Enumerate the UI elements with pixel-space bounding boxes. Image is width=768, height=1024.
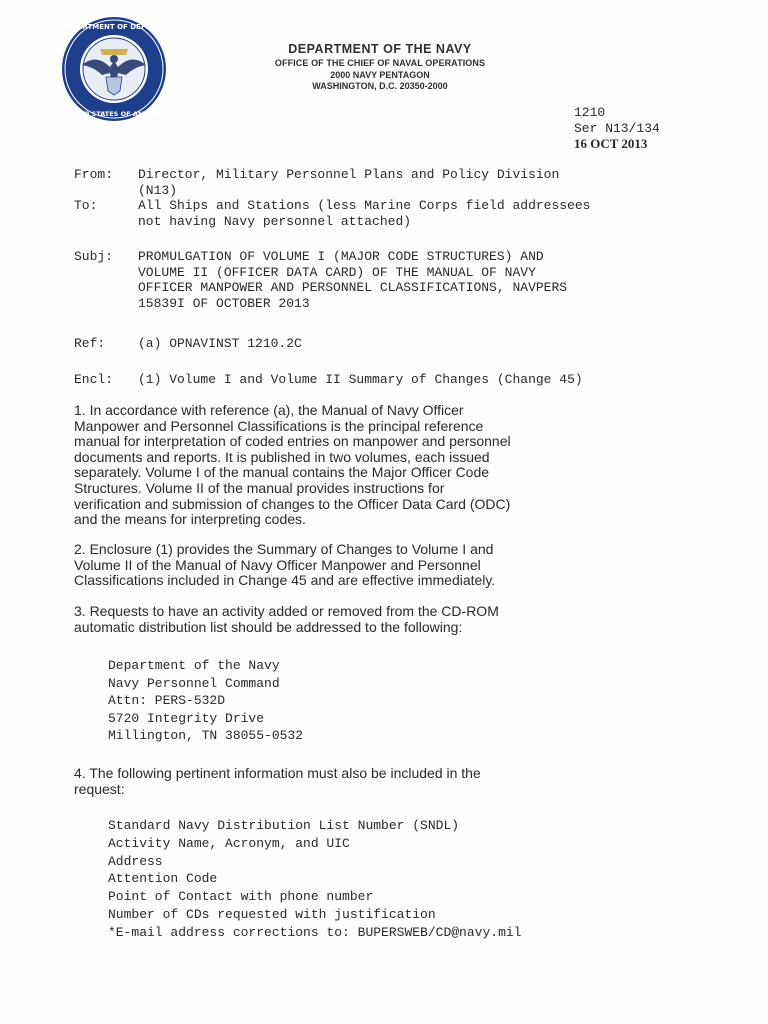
subject-label: Subj:: [74, 249, 114, 264]
ssic-code: 1210: [574, 105, 606, 120]
from-value: Director, Military Personnel Plans and Policy Division (N13): [138, 167, 560, 198]
letterhead-office: OFFICE OF THE CHIEF OF NAVAL OPERATIONS: [274, 58, 486, 68]
reference-value: (a) OPNAVINST 1210.2C: [138, 336, 302, 351]
reference-label: Ref:: [74, 336, 106, 351]
paragraph-1: 1. In accordance with reference (a), the Manual of Navy Officer Manpower and Personnel Classifications is the principal reference manual for interpretation of coded entries on manpower and personnel documents and reports. It is published in two volumes, each issued separately. Volume I of the manual contains the Major Officer Code Structures. Volume II of the manual provides instructions for verification and submission of changes to the Officer Data Card (ODC) and the means for interpreting codes.: [74, 402, 511, 528]
letterhead-building: 2000 NAVY PENTAGON: [330, 70, 430, 80]
reference-block: [574, 105, 660, 152]
svg-text:DEPARTMENT OF DEFENSE: DEPARTMENT OF DEFENSE: [61, 23, 167, 31]
paragraph-3: 3. Requests to have an activity added or removed from the CD-ROM automatic distribution list should be addressed to the following:: [74, 603, 499, 635]
letter-date: 16 OCT 2013: [574, 136, 648, 151]
mailing-address: Department of the Navy Navy Personnel Command Attn: PERS-532D 5720 Integrity Drive Millington, TN 38055-0532: [108, 658, 304, 743]
svg-text:UNITED STATES OF AMERICA: UNITED STATES OF AMERICA: [61, 110, 167, 118]
required-info-list: Standard Navy Distribution List Number (SNDL) Activity Name, Acronym, and UIC Address Attention Code Point of Contact with phone number Number of CDs requested with justification *E-mail address corrections to: BUPERSWEB/CD@navy.mil: [108, 818, 522, 940]
serial-number: Ser N13/134: [574, 120, 660, 136]
enclosure-value: (1) Volume I and Volume II Summary of Changes (Change 45): [138, 372, 583, 387]
from-label: From:: [74, 167, 114, 182]
paragraph-2: 2. Enclosure (1) provides the Summary of Changes to Volume I and Volume II of the Manual of Navy Officer Manpower and Personnel Classifications included in Change 45 and are effective immediately.: [74, 541, 496, 589]
paragraph-4: 4. The following pertinent information must also be included in the request:: [74, 765, 481, 797]
enclosure-label: Encl:: [74, 372, 114, 387]
to-value: All Ships and Stations (less Marine Corps field addressees not having Navy personnel attached): [138, 198, 591, 229]
letterhead-title: DEPARTMENT OF THE NAVY: [288, 42, 472, 56]
department-of-defense-seal-icon: [60, 15, 168, 123]
subject-value: PROMULGATION OF VOLUME I (MAJOR CODE STRUCTURES) AND VOLUME II (OFFICER DATA CARD) OF THE MANUAL OF NAVY OFFICER MANPOWER AND PERSONNEL CLASSIFICATIONS, NAVPERS 15839I OF OCTOBER 2013: [138, 249, 568, 311]
letterhead-city: WASHINGTON, D.C. 20350-2000: [312, 81, 448, 91]
to-label: To:: [74, 198, 98, 213]
